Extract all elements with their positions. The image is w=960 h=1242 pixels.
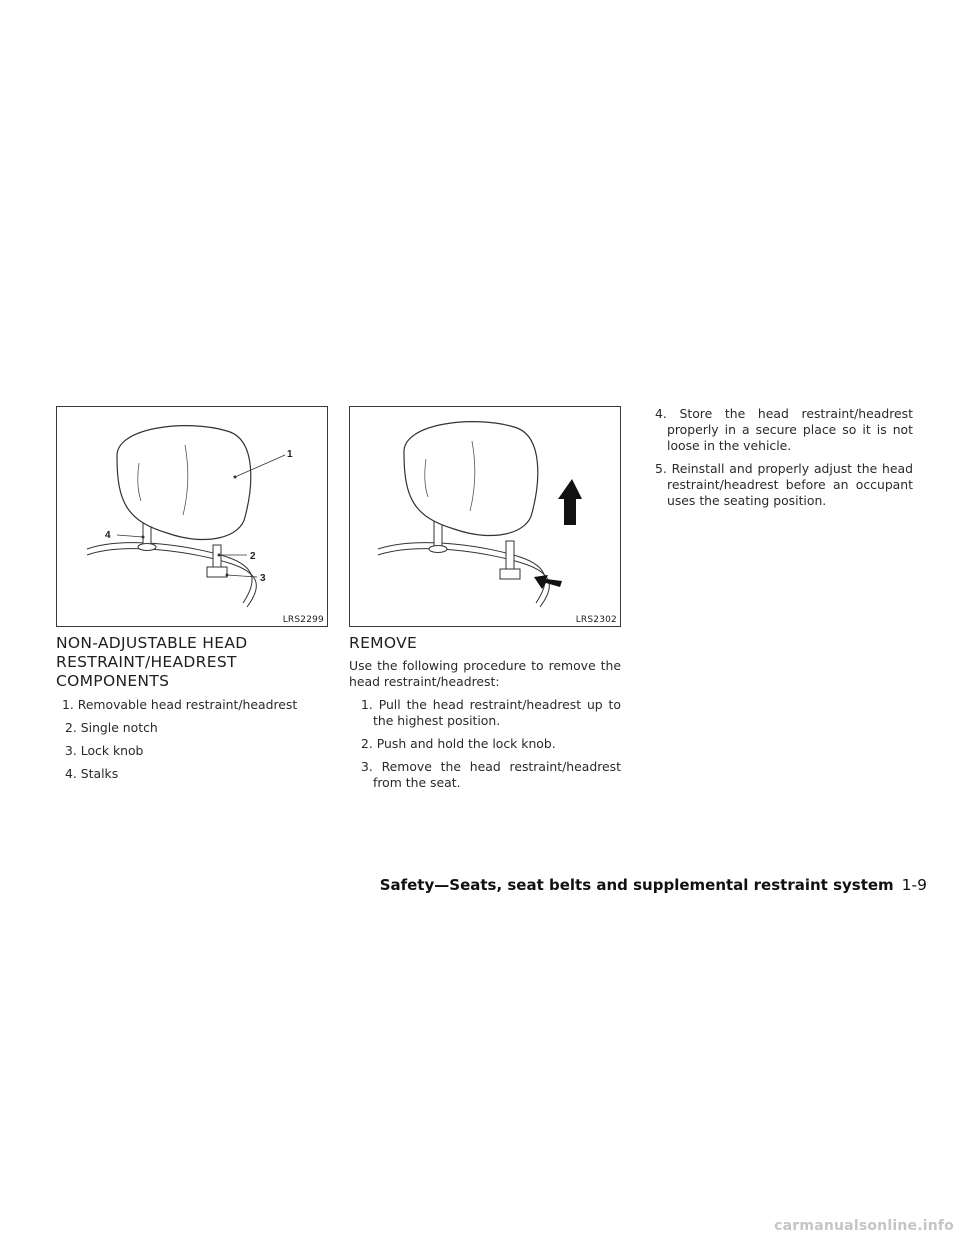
list-item: 2. Single notch [65, 720, 158, 735]
figure-headrest-remove [349, 406, 621, 627]
remove-steps-right [643, 406, 913, 509]
list-item: 1. Pull the head restraint/headrest up to the highest position. [361, 697, 621, 728]
page-number: 1-9 [901, 876, 927, 894]
chapter-title: Safety—Seats, seat belts and supplemental restraint system [379, 876, 894, 894]
headrest-remove-illustration [350, 407, 620, 626]
list-item: 4. Stalks [65, 766, 119, 781]
watermark: carmanualsonline.info [774, 1218, 954, 1234]
callout-3: 3 [260, 573, 266, 584]
up-arrow-icon [558, 479, 582, 525]
headrest-components-illustration [57, 407, 327, 626]
callout-4: 4 [105, 530, 111, 541]
list-item: 4. Store the head restraint/headrest properly in a secure place so it is not loose in the vehicle. [655, 406, 913, 453]
figure-code: LRS2299 [282, 615, 324, 625]
section-title-remove: REMOVE [349, 634, 418, 652]
figure-code: LRS2302 [575, 615, 617, 625]
section-title-components: NON-ADJUSTABLE HEAD RESTRAINT/HEADREST COMPONENTS [56, 634, 248, 690]
page-footer [380, 876, 927, 894]
list-item: 1. Removable head restraint/headrest [62, 697, 298, 712]
remove-steps-left [349, 697, 621, 791]
figure-headrest-components [56, 406, 328, 627]
components-list [56, 697, 326, 782]
list-item: 3. Remove the head restraint/headrest from the seat. [361, 759, 621, 790]
list-item: 5. Reinstall and properly adjust the head restraint/headrest before an occupant uses the seating position. [655, 461, 913, 508]
remove-intro: Use the following procedure to remove the head restraint/headrest: [349, 658, 621, 689]
list-item: 2. Push and hold the lock knob. [361, 736, 556, 751]
list-item: 3. Lock knob [65, 743, 144, 758]
callout-1: 1 [287, 449, 293, 460]
push-arrow-icon [534, 575, 562, 589]
callout-2: 2 [250, 551, 256, 562]
